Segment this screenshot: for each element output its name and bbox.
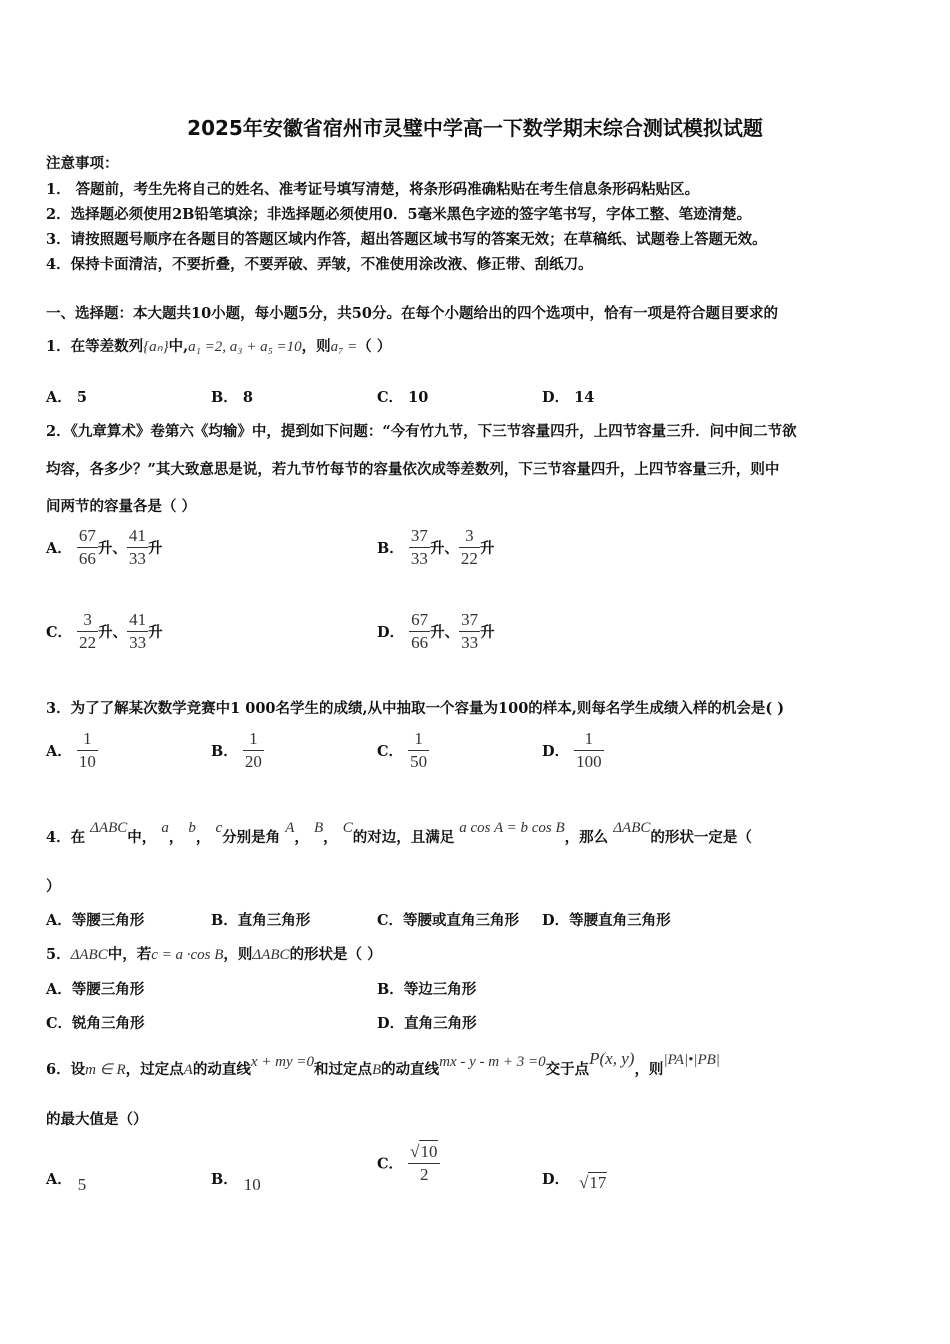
fraction: $\frac{67}{66}$ xyxy=(78,526,96,568)
q1-condition: a₁ =2, a₃ + a₅ =10 xyxy=(188,339,302,355)
notice-item-4: 4．保持卡面清洁，不要折叠，不要弄破、弄皱，不准使用涂改液、修正带、刮纸刀。 xyxy=(46,256,593,273)
q2-line-3: 间两节的容量各是（ ） xyxy=(46,498,197,515)
q1-target: a₇ = xyxy=(330,339,358,355)
q2-line-1: 2．《九章算术》卷第六《均输》中，提到如下问题：“今有竹九节，下三节容量四升，上四节容量三升．问中间二节欲 xyxy=(46,423,797,440)
q1-sequence: {aₙ} xyxy=(143,339,169,355)
q1-option-c[interactable]: C． 10 xyxy=(377,389,429,406)
q6-option-a[interactable]: A． 5 xyxy=(46,1171,87,1194)
q4-option-d[interactable]: D．等腰直角三角形 xyxy=(542,912,671,929)
fraction: $\frac{67}{66}$ xyxy=(411,610,429,652)
notice-item-2: 2．选择题必须使用2B铅笔填涂；非选择题必须使用0．5毫米黑色字迹的签字笔书写，字体工整、笔迹清楚。 xyxy=(46,206,752,223)
question-3: 3．为了了解某次数学竞赛中1 000名学生的成绩,从中抽取一个容量为100的样本,则每名学生成绩入样的机会是( ) xyxy=(46,700,785,717)
q1-text: ，则 xyxy=(301,338,331,355)
fraction: $\frac{1}{50}$ xyxy=(410,729,428,771)
question-4: 4．在 ΔABC中， a， b， c分别是角 A， B， C的对边，且满足 a cos A = b cos B，那么 ΔABC的形状一定是（ xyxy=(46,820,752,846)
q6-option-c[interactable]: C． $\frac{√10}{2}$ xyxy=(377,1140,440,1186)
q4-option-b[interactable]: B．直角三角形 xyxy=(211,912,311,929)
q3-option-c[interactable]: C． $\frac{1}{50}$ xyxy=(377,729,428,771)
q2-line-2: 均容，各多少？”其大致意思是说，若九节竹每节的容量依次成等差数列，下三节容量四升，上四节容量三升，则中 xyxy=(46,461,780,478)
q2-option-d[interactable]: D． $\frac{67}{66}$ 升、 $\frac{37}{33}$ 升 xyxy=(377,610,495,652)
q6-option-d[interactable]: D． √17 xyxy=(542,1171,607,1192)
q1-option-a[interactable]: A． 5 xyxy=(46,389,87,406)
q5-option-c[interactable]: C．锐角三角形 xyxy=(46,1015,145,1032)
q1-number: 1． xyxy=(46,338,71,355)
fraction: $\frac{37}{33}$ xyxy=(461,610,479,652)
question-6: 6．设m ∈ R，过定点A的动直线x + my =0和过定点B的动直线mx - y - m + 3 =0交于点P(x, y)，则|PA|•|PB| xyxy=(46,1049,720,1078)
section-heading: 一、选择题：本大题共10小题，每小题5分，共50分。在每个小题给出的四个选项中，恰有一项是符合题目要求的 xyxy=(46,305,778,322)
q5-option-a[interactable]: A．等腰三角形 xyxy=(46,981,145,998)
fraction: $\frac{1}{10}$ xyxy=(78,729,96,771)
q1-text: 中, xyxy=(168,338,189,355)
q3-option-d[interactable]: D． $\frac{1}{100}$ xyxy=(542,729,602,771)
page-title: 2025年安徽省宿州市灵璧中学高一下数学期末综合测试模拟试题 xyxy=(187,116,763,140)
q6-option-b[interactable]: B． 10 xyxy=(211,1171,261,1194)
q2-option-c[interactable]: C． $\frac{3}{22}$ 升、 $\frac{41}{33}$ 升 xyxy=(46,610,163,652)
notice-item-3: 3．请按照题号顺序在各题目的答题区域内作答，超出答题区域书写的答案无效；在草稿纸、试题卷上答题无效。 xyxy=(46,231,767,248)
fraction: $\frac{41}{33}$ xyxy=(128,526,146,568)
fraction: $\frac{41}{33}$ xyxy=(129,610,147,652)
q5-option-d[interactable]: D．直角三角形 xyxy=(377,1015,477,1032)
fraction: $\frac{√10}{2}$ xyxy=(408,1140,440,1186)
q5-option-b[interactable]: B．等边三角形 xyxy=(377,981,477,998)
q1-option-b[interactable]: B． 8 xyxy=(211,389,253,406)
fraction: $\frac{3}{22}$ xyxy=(460,526,478,568)
q1-text: 在等差数列 xyxy=(70,338,144,355)
q2-option-b[interactable]: B． $\frac{37}{33}$ 升、 $\frac{3}{22}$ 升 xyxy=(377,526,495,568)
question-5: 5．ΔABC中，若c = a ·cos B，则ΔABC的形状是（ ） xyxy=(46,946,382,963)
fraction: $\frac{3}{22}$ xyxy=(79,610,97,652)
fraction: $\frac{1}{20}$ xyxy=(244,729,262,771)
q6-line-2: 的最大值是（） xyxy=(46,1111,148,1128)
question-1 xyxy=(46,335,391,356)
q4-option-c[interactable]: C．等腰或直角三角形 xyxy=(377,912,520,929)
q3-option-a[interactable]: A． $\frac{1}{10}$ xyxy=(46,729,96,771)
notice-heading: 注意事项： xyxy=(46,155,119,172)
q4-close: ） xyxy=(46,878,61,895)
fraction: $\frac{37}{33}$ xyxy=(410,526,428,568)
q2-option-a[interactable]: A． $\frac{67}{66}$ 升、 $\frac{41}{33}$ 升 xyxy=(46,526,163,568)
q4-option-a[interactable]: A．等腰三角形 xyxy=(46,912,145,929)
notice-item-1: 1． 答题前，考生先将自己的姓名、准考证号填写清楚，将条形码准确粘贴在考生信息条形码粘贴区。 xyxy=(46,181,700,198)
q1-option-d[interactable]: D． 14 xyxy=(542,389,595,406)
q1-text: （ ） xyxy=(357,338,392,355)
fraction: $\frac{1}{100}$ xyxy=(576,729,602,771)
q3-option-b[interactable]: B． $\frac{1}{20}$ xyxy=(211,729,262,771)
